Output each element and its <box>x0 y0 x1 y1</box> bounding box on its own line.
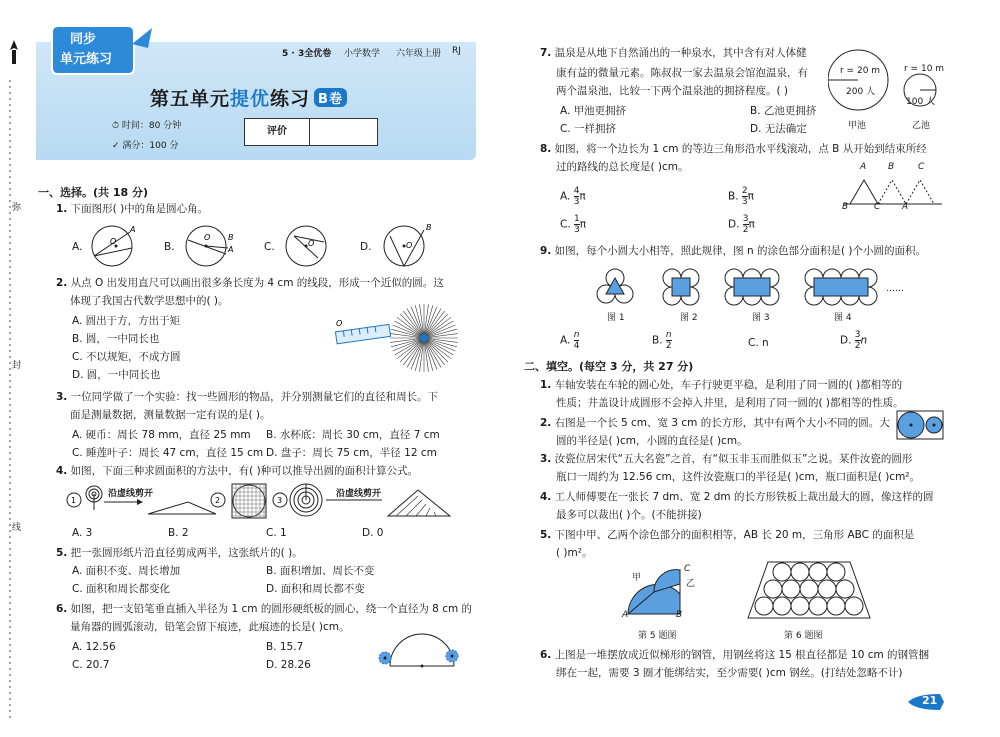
section1-title: 一、选择。(共 18 分) <box>38 186 149 199</box>
q8-frac-d: $\frac{3}{2}$ <box>742 214 749 235</box>
q9-fig1 <box>597 269 633 303</box>
q1-text: 下面图形( )中的角是圆心角。 <box>70 203 209 215</box>
f4-line1 <box>540 488 933 507</box>
pool2-name: 乙池 <box>912 121 931 131</box>
q4-option-c: C. 1 <box>266 527 287 539</box>
section2-title: 二、填空。(每空 3 分，共 27 分) <box>524 360 694 373</box>
q3-line2: 面是测量数据，测量数据一定有误的是( )。 <box>70 409 271 421</box>
pipe-circle <box>755 597 773 615</box>
q8-label-b2: B <box>888 162 895 172</box>
q9-num: 9. <box>540 245 552 257</box>
pool2-radius: r = 10 m <box>904 64 945 74</box>
svg-text:B: B <box>228 233 234 242</box>
q6-option-c: C. 20.7 <box>72 659 110 671</box>
f5-jia: 甲 <box>632 573 642 583</box>
q2-line1 <box>56 274 444 293</box>
q7-pool1-icon <box>828 46 890 118</box>
q8-label-c2: C <box>918 162 925 172</box>
grade: 六年级上册 <box>396 49 442 59</box>
svg-text:1: 1 <box>71 496 77 505</box>
f5-point-c: C <box>684 564 691 574</box>
q2-num: 2. <box>56 277 68 289</box>
q4-option-a: A. 3 <box>72 527 93 539</box>
q1-num: 1. <box>56 203 68 215</box>
q2-option-c: C. 不以规矩，不成方圆 <box>72 351 181 363</box>
evaluation-box <box>244 118 378 146</box>
f4-num: 4. <box>540 491 552 503</box>
q5-option-a: A. 面积不变、周长增加 <box>72 565 181 577</box>
q9-option-b: B. $\frac{n}{2}$ <box>652 330 672 351</box>
f6-line2: 绑在一起，需要 3 圈才能绑结实，至少需要( )cm 钢丝。(打结处忽略不计) <box>556 667 903 679</box>
pipe-circle <box>782 580 800 598</box>
f4-line2: 最多可以裁出( )个。(不能拼接) <box>556 509 702 521</box>
q5-stem <box>56 544 303 563</box>
page-number: 21 <box>922 694 938 707</box>
svg-text:A: A <box>228 245 234 254</box>
q3-option-d: D. 盘子：周长 75 cm，半径 12 cm <box>266 447 437 459</box>
q9-option-c: C. n <box>748 337 769 349</box>
q1-figure-c-icon <box>278 222 334 270</box>
svg-text:O: O <box>336 319 343 328</box>
q8-frac-a: $\frac{4}{3}$ <box>573 186 580 207</box>
q1-option-b: B. <box>164 241 175 253</box>
f3-line1 <box>540 450 912 469</box>
q8-option-d: D. $\frac{3}{2}$ π <box>728 214 755 235</box>
q1-option-c: C. <box>264 241 275 253</box>
q4-num: 4. <box>56 465 68 477</box>
pipe-circle <box>818 580 836 598</box>
pipe-circle <box>773 597 791 615</box>
svg-text:A: A <box>130 225 136 234</box>
f1-line2: 性质；井盖设计成圆形不会掉入井里，是利用了同一圆的( )都相等的性质。 <box>556 397 904 409</box>
f5-point-b: B <box>676 610 683 620</box>
f5-line2: ( )m²。 <box>556 547 593 559</box>
q5-option-c: C. 面积和周长都变化 <box>72 583 171 595</box>
q9-text: 如图，每个小圆大小相等，照此规律，图 n 的涂色部分面积是( )个小圆的面积。 <box>554 245 926 257</box>
q7-option-c: C. 一样拥挤 <box>560 123 617 135</box>
q7-option-a: A. 甲池更拥挤 <box>560 105 627 117</box>
q8-triangles-icon <box>842 170 948 214</box>
q2-line2: 体现了我国古代数学思想中的( )。 <box>70 295 229 307</box>
q4-option-d: D. 0 <box>362 527 384 539</box>
f6-line1 <box>540 646 929 665</box>
binding-mi: 弥 <box>12 203 22 213</box>
f2-rectangle-icon <box>896 410 946 442</box>
f5-num: 5. <box>540 529 552 541</box>
q5-option-d: D. 面积和周长都不变 <box>266 583 365 595</box>
q9-ellipsis: …… <box>886 284 904 294</box>
q1-option-d: D. <box>360 241 372 253</box>
q7-line3: 两个温泉池，比较一下两个温泉池的拥挤程度。( ) <box>556 85 789 97</box>
q1-stem <box>56 200 208 219</box>
q6-num: 6. <box>56 603 68 615</box>
q8-num: 8. <box>540 143 552 155</box>
subject: 小学数学 <box>344 49 381 59</box>
svg-text:O: O <box>204 233 211 242</box>
f1-text1: 车轴安装在车轮的圆心处，车子行驶更平稳，是利用了同一圆的( )都相等的 <box>554 379 903 391</box>
q9-fig-label-4: 图 4 <box>834 313 852 323</box>
q1-figure-d-icon <box>376 220 438 270</box>
pipe-circle <box>800 580 818 598</box>
q1-figure-a-icon <box>86 222 142 270</box>
pool1-name: 甲池 <box>848 121 867 131</box>
score-row <box>112 138 178 151</box>
q6-line1 <box>56 600 472 619</box>
q4-option-b: B. 2 <box>168 527 189 539</box>
svg-text:O: O <box>308 239 315 248</box>
f6-pipes-icon <box>746 560 872 620</box>
f1-line1 <box>540 376 902 395</box>
q5-text: 把一张圆形纸片沿直径剪成两半，这张纸片的( )。 <box>70 547 303 559</box>
pipe-circle <box>791 563 809 581</box>
pipe-circle <box>836 580 854 598</box>
svg-text:2: 2 <box>215 496 221 505</box>
badge-line1: 同步 <box>70 32 97 47</box>
q8-label-a1: A <box>860 162 867 172</box>
q4-cut-label-2: 沿虚线剪开 <box>336 489 382 499</box>
q2-sunburst-icon <box>386 300 462 376</box>
eval-label: 评价 <box>245 119 310 145</box>
pipe-circle <box>764 580 782 598</box>
pipe-circle <box>791 597 809 615</box>
time-row <box>112 118 181 131</box>
pool1-people: 200 人 <box>846 87 876 97</box>
q7-num: 7. <box>540 47 552 59</box>
f2-line1 <box>540 414 890 433</box>
q9-frac-d: $\frac{3}{2}$ <box>854 330 861 351</box>
f6-caption: 第 6 题图 <box>784 631 823 641</box>
f5-yi: 乙 <box>686 579 696 589</box>
title-badge: B卷 <box>314 88 347 107</box>
f5-line1 <box>540 526 914 545</box>
q3-text1: 一位同学做了一个实验：找一些圆形的物品，并分别测量它们的直径和周长。下 <box>70 391 439 403</box>
q4-stem <box>56 462 418 481</box>
title-post: 练习 <box>270 88 311 110</box>
q9-fig-label-2: 图 2 <box>680 313 698 323</box>
q9-circles-icon <box>592 264 922 314</box>
svg-text:O: O <box>406 241 413 250</box>
q8-line2: 过的路线的总长度是( )cm。 <box>556 161 689 173</box>
q6-option-a: A. 12.56 <box>72 641 116 653</box>
q7-line2: 康有益的微量元素。陈叔叔一家去温泉会馆泡温泉，有 <box>556 67 808 79</box>
q8-label-a2: A <box>902 202 909 212</box>
f2-num: 2. <box>540 417 552 429</box>
q2-option-b: B. 圆，一中同长也 <box>72 333 160 345</box>
q7-line1 <box>540 44 807 63</box>
q6-option-d: D. 28.26 <box>266 659 311 671</box>
time-text: 时间：80 分钟 <box>121 121 182 131</box>
q9-frac-a: $\frac{n}{4}$ <box>573 330 580 351</box>
q6-line2: 量角器的圆弧滚动，铅笔会留下痕迹，此痕迹的长是( )cm。 <box>70 621 350 633</box>
title-accent: 提优 <box>230 88 271 110</box>
q6-option-b: B. 15.7 <box>266 641 304 653</box>
clock-icon: ⏱ <box>112 121 122 131</box>
svg-text:O: O <box>110 237 117 246</box>
q9-option-d: D. $\frac{3}{2}$ n <box>840 330 868 351</box>
svg-text:B: B <box>426 223 432 232</box>
q9-option-a: A. $\frac{n}{4}$ <box>560 330 580 351</box>
f5-point-a: A <box>622 610 629 620</box>
q2-option-a: A. 圆出于方，方出于矩 <box>72 315 181 327</box>
q5-num: 5. <box>56 547 68 559</box>
f5-caption: 第 5 题图 <box>638 631 677 641</box>
q6-protractor-icon <box>376 630 468 674</box>
pipe-circle <box>809 597 827 615</box>
pool1-radius: r = 20 m <box>840 66 881 76</box>
q4-text: 如图，下面三种求圆面积的方法中，有( )种可以推导出圆的面积计算公式。 <box>70 465 419 477</box>
q3-option-c: C. 睡莲叶子：周长 47 cm，直径 15 cm <box>72 447 264 459</box>
q6-text1: 如图，把一支铅笔垂直插入半径为 1 cm 的圆形硬纸板的圆心，绕一个直径为 8 cm 的 <box>70 603 473 615</box>
pipe-circle <box>827 563 845 581</box>
q7-option-b: B. 乙池更拥挤 <box>750 105 817 117</box>
q8-frac-c: $\frac{1}{3}$ <box>574 214 580 235</box>
binding-xian: 线 <box>12 523 22 533</box>
pool2-people: 100 人 <box>906 97 936 107</box>
q8-option-a: A. $\frac{4}{3}$ π <box>560 186 586 207</box>
q4-cut-label-1: 沿虚线剪开 <box>108 489 154 499</box>
badge-line2: 单元练习 <box>60 52 113 67</box>
edition: RJ <box>452 46 461 56</box>
q8-frac-b: $\frac{2}{3}$ <box>741 186 748 207</box>
f2-text1: 右图是一个长 5 cm、宽 3 cm 的长方形，其中有两个大小不同的圆。大 <box>554 417 890 429</box>
svg-text:3: 3 <box>277 496 283 505</box>
f6-num: 6. <box>540 649 552 661</box>
q3-num: 3. <box>56 391 68 403</box>
pipe-circle <box>845 597 863 615</box>
q2-ruler-icon <box>334 316 394 352</box>
q1-figure-b-icon <box>178 222 238 270</box>
q2-option-d: D. 圆，一中同长也 <box>72 369 161 381</box>
page-title <box>150 84 347 111</box>
f1-num: 1. <box>540 379 552 391</box>
pipe-circle <box>809 563 827 581</box>
f3-num: 3. <box>540 453 552 465</box>
q8-label-b1: B <box>842 202 849 212</box>
q3-line1 <box>56 388 438 407</box>
q3-option-a: A. 硬币：周长 78 mm，直径 25 mm <box>72 429 251 441</box>
q8-option-b: B. $\frac{2}{3}$ π <box>728 186 754 207</box>
q8-text1: 如图，将一个边长为 1 cm 的等边三角形沿水平线滚动，点 B 从开始到结束所经 <box>554 143 927 155</box>
q8-option-c: C. $\frac{1}{3}$ π <box>560 214 587 235</box>
series-name: 5 · 3全优卷 <box>282 49 332 59</box>
q7-text1: 温泉是从地下自然涌出的一种泉水，其中含有对人体健 <box>554 47 807 59</box>
q1-option-a: A. <box>72 241 83 253</box>
f5-text1: 下图中甲、乙两个涂色部分的面积相等，AB 长 20 m，三角形 ABC 的面积是 <box>554 529 915 541</box>
f4-text1: 工人师傅要在一张长 7 dm、宽 2 dm 的长方形铁板上裁出最大的圆，像这样的圆 <box>554 491 934 503</box>
q9-stem <box>540 242 926 261</box>
q9-frac-b: $\frac{n}{2}$ <box>665 330 672 351</box>
q7-option-d: D. 无法确定 <box>750 123 807 135</box>
f2-line2: 圆的半径是( )cm，小圆的直径是( )cm。 <box>556 435 748 447</box>
title-pre: 第五单元 <box>150 88 231 110</box>
pipe-circle <box>827 597 845 615</box>
q9-fig-label-3: 图 3 <box>752 313 770 323</box>
q3-option-b: B. 水杯底：周长 30 cm，直径 7 cm <box>266 429 440 441</box>
q8-line1 <box>540 140 927 159</box>
f3-line2: 瓶口一周约为 12.56 cm，这件汝瓷瓶口的半径是( )cm，瓶口面积是( )cm²。 <box>556 471 921 483</box>
q5-option-b: B. 面积增加、周长不变 <box>266 565 375 577</box>
q9-fig-label-1: 图 1 <box>607 313 625 323</box>
binding-feng: 封 <box>12 361 22 371</box>
pipe-circle <box>773 563 791 581</box>
check-icon: ✓ <box>112 141 123 151</box>
f6-text1: 上图是一堆摆放成近似梯形的钢管，用钢丝将这 15 根直径都是 10 cm 的钢管捆 <box>554 649 930 661</box>
q2-text1: 从点 O 出发用直尺可以画出很多条长度为 4 cm 的线段，形成一个近似的圆。这 <box>70 277 444 289</box>
score-text: 满分：100 分 <box>122 141 179 151</box>
q8-label-c1: C <box>874 202 881 212</box>
f3-text1: 汝瓷位居宋代“五大名瓷”之首，有“似玉非玉而胜似玉”之说。某件汝瓷的圆形 <box>554 453 913 465</box>
